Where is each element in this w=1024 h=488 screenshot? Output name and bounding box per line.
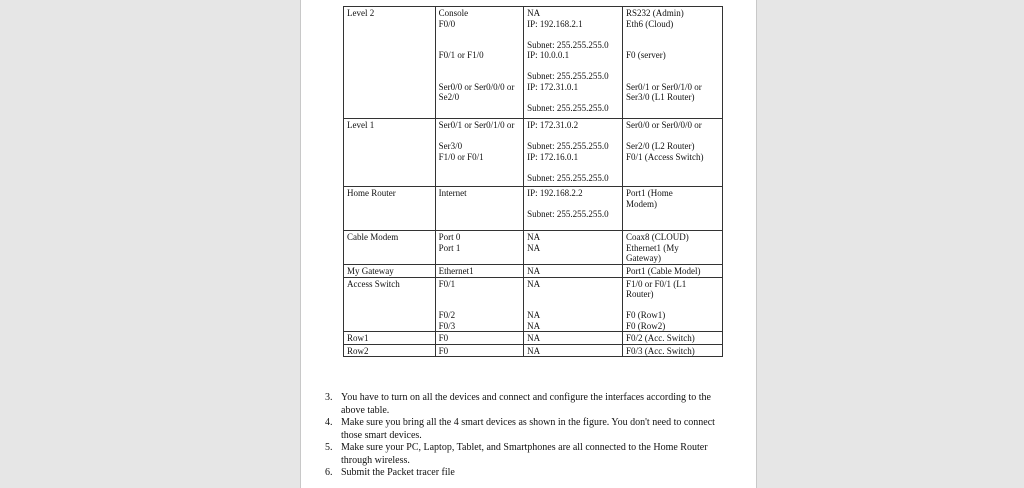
cell-text: Ser0/0 or Ser0/0/0 or [626, 120, 702, 130]
cell-text [527, 92, 619, 103]
instruction-text: Make sure you bring all the 4 smart devices as shown in the figure. You don't need to connect those smart devices. [341, 417, 715, 441]
instruction-text: Make sure your PC, Laptop, Tablet, and Smartphones are all connected to the Home Router through wireless. [341, 442, 708, 466]
cell-text: NA [527, 320, 541, 331]
interface-table-body [344, 7, 723, 357]
interface-cell [435, 332, 524, 345]
connected-to-cell [623, 119, 723, 187]
cell-text: NA [527, 345, 541, 356]
cell-text: F1/0 or F0/1 (L1 [626, 278, 687, 289]
cell-text: Console [438, 8, 469, 18]
cell-text: Subnet: 255.255.255.0 [527, 209, 609, 219]
interface-cell [435, 344, 524, 357]
cell-text [626, 300, 719, 311]
document-page [300, 0, 757, 488]
instruction-number: 3. [325, 392, 333, 403]
table-row [344, 231, 723, 265]
cell-text: F0 (Row1) [626, 310, 666, 320]
cell-text: NA [527, 310, 541, 320]
cell-text: F0/1 [438, 278, 456, 289]
address-cell [524, 277, 623, 332]
cell-text: Subnet: 255.255.255.0 [527, 172, 609, 183]
cell-text: NA [527, 242, 541, 253]
cell-text: F0 [438, 345, 449, 356]
cell-text: NA [527, 8, 541, 18]
cell-text [439, 40, 521, 51]
instruction-item [325, 442, 730, 467]
device-cell [344, 231, 436, 265]
cell-text: IP: 172.31.0.2 [527, 120, 579, 130]
cell-text: Cable Modem [347, 232, 399, 242]
cell-text [527, 29, 619, 40]
cell-text: Ethernet1 (My [626, 242, 679, 253]
cell-text: Se2/0 [438, 92, 460, 102]
cell-text: Row2 [347, 345, 369, 356]
cell-text: Ser2/0 (L2 Router) [626, 141, 695, 151]
cell-text [439, 29, 521, 40]
table-row [344, 332, 723, 345]
address-cell [524, 344, 623, 357]
connected-to-cell [623, 277, 723, 332]
instruction-item [325, 392, 730, 417]
cell-text: Gateway) [626, 253, 662, 263]
address-cell [524, 332, 623, 345]
cell-text: Access Switch [347, 278, 400, 289]
cell-text: Ser0/0 or Ser0/0/0 or [438, 81, 515, 92]
cell-text [439, 131, 521, 142]
cell-text: Subnet: 255.255.255.0 [527, 141, 609, 151]
interface-cell [435, 265, 524, 278]
device-cell [344, 7, 436, 119]
cell-text: Subnet: 255.255.255.0 [527, 102, 609, 113]
cell-text [527, 199, 619, 210]
cell-text: F1/0 or F0/1 [438, 151, 484, 162]
instruction-list [325, 392, 730, 480]
cell-text [439, 300, 521, 311]
address-cell [524, 187, 623, 231]
cell-text: Port1 (Cable Model) [626, 266, 701, 276]
cell-text: Subnet: 255.255.255.0 [527, 71, 609, 81]
instruction-item [325, 417, 730, 442]
cell-text [626, 131, 719, 142]
cell-text: F0/1 or F1/0 [438, 50, 484, 60]
table-row [344, 119, 723, 187]
device-cell [344, 277, 436, 332]
device-cell [344, 265, 436, 278]
cell-text: F0/1 (Access Switch) [626, 151, 704, 162]
address-cell [524, 231, 623, 265]
cell-text [439, 71, 521, 82]
cell-text: IP: 10.0.0.1 [527, 50, 570, 60]
table-row [344, 187, 723, 231]
table-row [344, 7, 723, 119]
cell-text: My Gateway [347, 266, 394, 276]
cell-text: Subnet: 255.255.255.0 [527, 39, 609, 50]
instruction-number: 4. [325, 417, 333, 428]
cell-text: Router) [626, 289, 654, 299]
interface-cell [435, 187, 524, 231]
cell-text: Row1 [347, 333, 369, 343]
device-cell [344, 332, 436, 345]
cell-text [527, 289, 619, 300]
instruction-item [325, 467, 730, 480]
instruction-number: 5. [325, 442, 333, 453]
cell-text [439, 61, 521, 72]
cell-text [527, 131, 619, 142]
cell-text: NA [527, 333, 541, 343]
interface-cell [435, 231, 524, 265]
cell-text: IP: 172.16.0.1 [527, 151, 579, 162]
cell-text: Internet [438, 188, 467, 198]
cell-text: Port 0 [438, 232, 461, 242]
connected-to-cell [623, 344, 723, 357]
interface-cell [435, 119, 524, 187]
address-cell [524, 265, 623, 278]
instruction-text: Submit the Packet tracer file [341, 467, 455, 478]
cell-text: F0/2 (Acc. Switch) [626, 333, 695, 343]
cell-text: Level 1 [347, 120, 375, 130]
address-cell [524, 7, 623, 119]
cell-text [527, 300, 619, 311]
cell-text: F0/0 [438, 18, 456, 29]
cell-text: Modem) [626, 198, 658, 209]
device-cell [344, 344, 436, 357]
interface-cell [435, 277, 524, 332]
cell-text: Port1 (Home [626, 188, 673, 198]
cell-text [439, 289, 521, 300]
cell-text: Ser0/1 or Ser0/1/0 or [626, 81, 702, 92]
cell-text: F0 [438, 333, 449, 343]
interface-table [343, 6, 723, 357]
cell-text: Port 1 [438, 242, 461, 253]
cell-text: F0 (Row2) [626, 320, 666, 331]
cell-text: NA [527, 266, 541, 276]
cell-text: Level 2 [347, 8, 375, 18]
cell-text [626, 29, 719, 40]
cell-text: IP: 192.168.2.2 [527, 188, 583, 198]
cell-text: F0/2 [438, 310, 456, 320]
table-row [344, 277, 723, 332]
cell-text: F0/3 [438, 320, 456, 331]
table-row [344, 265, 723, 278]
table-row [344, 344, 723, 357]
cell-text: Home Router [347, 188, 396, 198]
cell-text: Ser3/0 (L1 Router) [626, 92, 695, 102]
connected-to-cell [623, 187, 723, 231]
cell-text: NA [527, 232, 541, 242]
cell-text [527, 162, 619, 173]
cell-text: Ser0/1 or Ser0/1/0 or [438, 120, 515, 130]
cell-text [626, 40, 719, 51]
cell-text: RS232 (Admin) [626, 8, 684, 18]
cell-text [626, 71, 719, 82]
address-cell [524, 119, 623, 187]
connected-to-cell [623, 7, 723, 119]
instruction-text: You have to turn on all the devices and connect and configure the interfaces according to the above table. [341, 392, 711, 416]
interface-cell [435, 7, 524, 119]
device-cell [344, 187, 436, 231]
cell-text: F0/3 (Acc. Switch) [626, 345, 695, 356]
cell-text: IP: 172.31.0.1 [527, 81, 579, 92]
cell-text: Ser3/0 [438, 141, 463, 151]
connected-to-cell [623, 231, 723, 265]
connected-to-cell [623, 332, 723, 345]
instruction-number: 6. [325, 467, 333, 478]
cell-text: NA [527, 278, 541, 289]
cell-text: Ethernet1 [438, 266, 474, 276]
cell-text: Eth6 (Cloud) [626, 18, 674, 29]
cell-text: Coax8 (CLOUD) [626, 232, 689, 242]
device-cell [344, 119, 436, 187]
connected-to-cell [623, 265, 723, 278]
cell-text: IP: 192.168.2.1 [527, 18, 583, 29]
cell-text: F0 (server) [626, 50, 666, 60]
cell-text [626, 61, 719, 72]
cell-text [527, 61, 619, 72]
